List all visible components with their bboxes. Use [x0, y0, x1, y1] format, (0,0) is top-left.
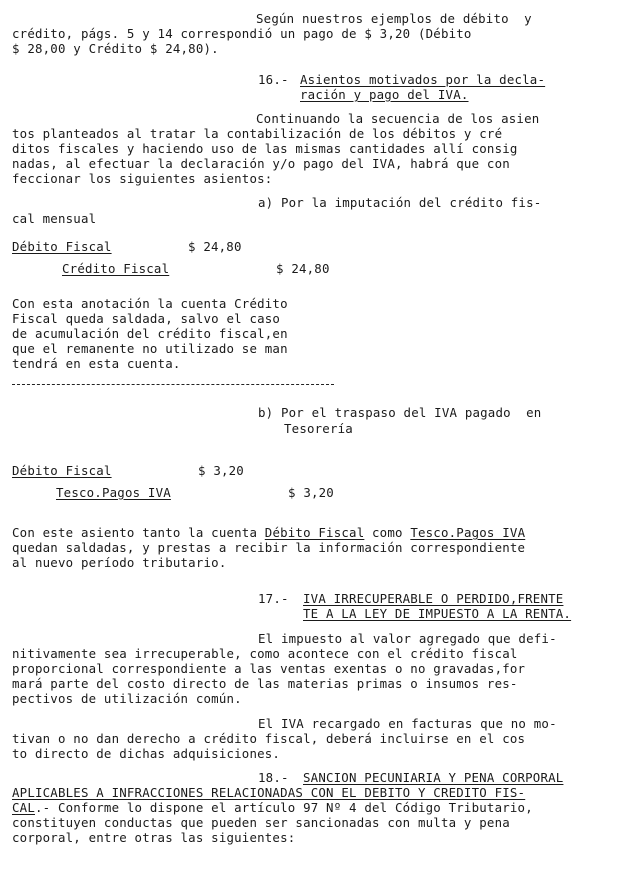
section-18-title-line-3: CAL [12, 800, 35, 815]
entry-1-credit-account: Crédito Fiscal [62, 261, 170, 276]
para-asiento-line-2: quedan saldadas, y prestas a recibir la información correspondiente [12, 540, 526, 555]
item-b-line-2: Tesorería [284, 421, 353, 436]
para-asiento-account-debito: Débito Fiscal [264, 525, 365, 540]
para-anotacion-line-4: que el remanente no utilizado se man [12, 341, 288, 356]
para-impuesto-line-5: pectivos de utilización común. [12, 691, 242, 706]
para-asiento-text-a: Con este asiento tanto la cuenta [12, 525, 265, 540]
para-impuesto-line-3: proporcional correspondiente a las ventas exentas o no gravadas,for [12, 661, 526, 676]
section-18-number: 18.- [258, 770, 289, 785]
entry-1-debit-account: Débito Fiscal [12, 239, 112, 254]
entry-2-debit-amount: $ 3,20 [198, 463, 244, 478]
entry-2-credit-amount: $ 3,20 [288, 485, 334, 500]
section-16-number: 16.- [258, 72, 289, 87]
para-impuesto-line-2: nitivamente sea irrecuperable, como acontece con el crédito fiscal [12, 646, 518, 661]
para-asiento-line-3: al nuevo período tributario. [12, 555, 227, 570]
section-18-title-line-1: SANCION PECUNIARIA Y PENA CORPORAL [303, 770, 564, 785]
section-16-title-line-1: Asientos motivados por la decla- [300, 72, 546, 87]
para-anotacion-line-3: de acumulación del crédito fiscal,en [12, 326, 288, 341]
para-impuesto-line-1: El impuesto al valor agregado que defi- [258, 631, 557, 646]
para-continuando-line-3: ditos fiscales y haciendo uso de las mismas cantidades allí consig [12, 141, 518, 156]
para-anotacion-line-5: tendrá en esta cuenta. [12, 356, 181, 371]
entry-2-debit-account: Débito Fiscal [12, 463, 112, 478]
para-continuando-line-1: Continuando la secuencia de los asien [256, 111, 540, 126]
entry-1-debit-amount: $ 24,80 [188, 239, 242, 254]
item-a-line-2: cal mensual [12, 211, 97, 226]
item-b-line-1: b) Por el traspaso del IVA pagado en [258, 405, 542, 420]
section-16-title-line-2: ración y pago del IVA. [300, 87, 469, 102]
para-intro-line-3: $ 28,00 y Crédito $ 24,80). [12, 41, 219, 56]
para-intro-line-2: crédito, págs. 5 y 14 correspondió un pago de $ 3,20 (Débito [12, 26, 472, 41]
para-asiento-account-tesco: Tesco.Pagos IVA [410, 525, 526, 540]
entry-2-credit-account: Tesco.Pagos IVA [56, 485, 171, 500]
para-continuando-line-5: feccionar los siguientes asientos: [12, 171, 273, 186]
entry-1-credit-amount: $ 24,80 [276, 261, 330, 276]
para-impuesto-line-4: mará parte del costo directo de las materias primas o insumos res- [12, 676, 518, 691]
para-asiento-text-c: como [364, 525, 411, 540]
para-asiento-line-1 [12, 525, 525, 540]
section-18-line-3 [12, 800, 533, 815]
para-continuando-line-2: tos planteados al tratar la contabilización de los débitos y cré [12, 126, 503, 141]
section-18-line-5: corporal, entre otras las siguientes: [12, 830, 296, 845]
separator-rule [12, 384, 334, 385]
section-18-text-conforme: .- Conforme lo dispone el artículo 97 Nº 4 del Código Tributario, [34, 800, 533, 815]
para-intro-line-1: Según nuestros ejemplos de débito y [256, 11, 532, 26]
section-17-title-line-2: TE A LA LEY DE IMPUESTO A LA RENTA. [303, 606, 572, 621]
section-17-title-line-1: IVA IRRECUPERABLE O PERDIDO,FRENTE [303, 591, 564, 606]
section-17-number: 17.- [258, 591, 289, 606]
section-18-title-line-2: APLICABLES A INFRACCIONES RELACIONADAS CON EL DEBITO Y CREDITO FIS- [12, 785, 526, 800]
para-recargado-line-2: tivan o no dan derecho a crédito fiscal, deberá incluirse en el cos [12, 731, 526, 746]
para-recargado-line-3: to directo de dichas adquisiciones. [12, 746, 281, 761]
para-recargado-line-1: El IVA recargado en facturas que no mo- [258, 716, 557, 731]
item-a-line-1: a) Por la imputación del crédito fis- [258, 195, 542, 210]
para-continuando-line-4: nadas, al efectuar la declaración y/o pago del IVA, habrá que con [12, 156, 510, 171]
para-anotacion-line-1: Con esta anotación la cuenta Crédito [12, 296, 288, 311]
section-18-line-4: constituyen conductas que pueden ser sancionadas con multa y pena [12, 815, 510, 830]
para-anotacion-line-2: Fiscal queda saldada, salvo el caso [12, 311, 281, 326]
